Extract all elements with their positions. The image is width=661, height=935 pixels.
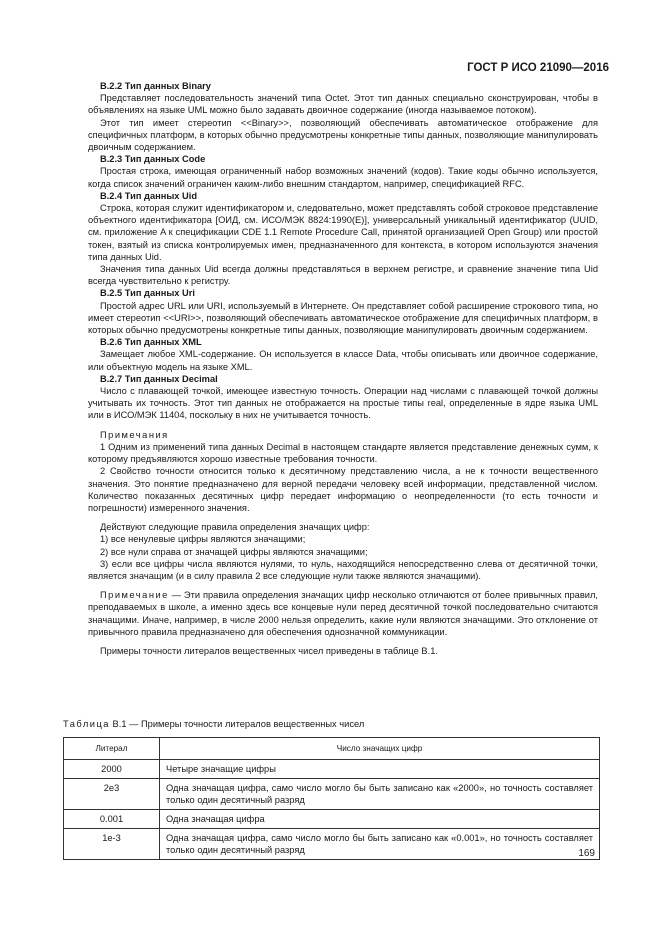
note-label: Примечание (100, 590, 169, 601)
table-caption-text: B.1 — Примеры точности литералов вещественных чисел (112, 719, 365, 729)
paragraph: Простая строка, имеющая ограниченный набор возможных значений (кодов). Такие коды обычно используется, когда список значений ограничен каким-либо внешним стандартом, например, спецификацией RFC. (88, 166, 598, 189)
paragraph: Строка, которая служит идентификатором и, следовательно, может представлять собой строковое представление объектного идентификатора [ОИД, см. ИСО/МЭК 8824:1990(E)], универсальный уникальный идентификатор (UUID, см. приложение A к спецификации CDE 1.1 Remote Procedure Call, принятой организацией Open Group) или простой токен, взятый из списка контролируемых имен, предназначенного для контекста, в котором используются значения типа данных Uid. (88, 203, 598, 262)
literal-cell: 0.001 (64, 810, 160, 829)
table-caption-label: Таблица (63, 719, 110, 729)
section-heading: B.2.5 Тип данных Uri (100, 288, 195, 299)
section-heading: B.2.2 Тип данных Binary (100, 81, 211, 91)
table-row (64, 829, 600, 860)
page-number: 169 (578, 848, 595, 859)
column-header-significant-digits: Число значащих цифр (160, 738, 600, 760)
paragraph: Число с плавающей точкой, имеющее известную точность. Операции над числами с плавающей точкой должны учитывать их точность. Этот тип данных не отображается на простые типы real, определенные в ядре языка UML или в ИСО/МЭК 11404, поскольку в них не учитывается точность. (88, 386, 598, 421)
table-row (64, 810, 600, 829)
paragraph: Этот тип имеет стереотип <<Binary>>, позволяющий обеспечивать автоматическое отображение для специфичных платформ, в которых обычно предусмотрены конкретные типы данных, позволяющие манипулировать двоичным содержанием. (88, 117, 598, 153)
rule-item: 2) все нули справа от значащей цифры являются значащими; (100, 546, 368, 557)
literal-cell: 2e3 (64, 779, 160, 810)
digits-cell: Одна значащая цифра (160, 810, 600, 829)
column-header-literal: Литерал (64, 738, 160, 760)
section-heading: B.2.3 Тип данных Code (100, 154, 206, 165)
note-paragraph (88, 589, 598, 638)
note-text: — Эти правила определения значащих цифр несколько отличаются от более привычных правил, преподаваемых в школе, а именно здесь все концевые нули перед десятичной точкой последовательно считаются значащими. Иначе, например, в числе 2000 нельзя определить, какие нули являются значащими. Это отклонение от привычного правила предназначено для обеспечения однозначной коммуникации. (88, 590, 598, 637)
literal-cell: 1e-3 (64, 829, 160, 860)
notes-title: Примечания (100, 429, 169, 440)
section-heading: B.2.7 Тип данных Decimal (100, 373, 218, 384)
section-heading: B.2.6 Тип данных XML (100, 337, 202, 348)
precision-table (63, 737, 600, 860)
section-heading: B.2.4 Тип данных Uid (100, 190, 198, 201)
table-caption (63, 719, 364, 729)
paragraph: Простой адрес URL или URI, используемый в Интернете. Он представляет собой расширение строкового типа, но имеет стереотип <<URI>>, позволяющий обеспечивать автоматическое отображение для специфичных платформ, в которых обычно предусмотрены конкретные типы данных, позволяющие манипулировать двоичным содержанием. (88, 300, 598, 336)
note-item: 1 Одним из применений типа данных Decimal в настоящем стандарте является представление денежных сумм, к которому предъявляются хорошо известные требования точности. (88, 441, 598, 465)
document-header: ГОСТ Р ИСО 21090—2016 (467, 62, 609, 74)
paragraph: Значения типа данных Uid всегда должны представляться в верхнем регистре, и сравнение значение типа Uid всегда чувствительно к регистру. (88, 264, 598, 287)
rules-intro: Действуют следующие правила определения значащих цифр: (100, 522, 370, 533)
paragraph: Представляет последовательность значений типа Octet. Этот тип данных специально сконструирован, чтобы в объявлениях на языке UML можно было задавать двоичное содержание (иногда называемое потоком). (88, 93, 598, 116)
rule-item: 3) если все цифры числа являются нулями, то нуль, находящийся непосредственно слева от десятичной точки, является значащим (и в силу правила 2 все следующие нули также являются значащими). (88, 558, 598, 581)
rule-item: 1) все ненулевые цифры являются значащими; (100, 534, 306, 545)
table-intro: Примеры точности литералов вещественных чисел приведены в таблице B.1. (100, 645, 438, 656)
table-header-row (64, 738, 600, 760)
body-text (88, 80, 598, 657)
table-row (64, 760, 600, 779)
table-row (64, 779, 600, 810)
note-item: 2 Свойство точности относится только к десятичному представлению числа, а не к точности вещественного значения. Это понятие предназначено для верной передачи человеку всей информации, представленной числом. Количество показанных десятичных цифр передает информацию о неопределенности (то есть точности и погрешности) измеренного значения. (88, 466, 598, 513)
digits-cell: Четыре значащие цифры (160, 760, 600, 779)
literal-cell: 2000 (64, 760, 160, 779)
paragraph: Замещает любое XML-содержание. Он используется в классе Data, чтобы описывать или двоичное содержание, или объектную модель на языке XML. (88, 349, 598, 372)
digits-cell: Одна значащая цифра, само число могло бы быть записано как «0.001», но точность составляет только один десятичный разряд (160, 829, 600, 860)
digits-cell: Одна значащая цифра, само число могло бы быть записано как «2000», но точность составляет только один десятичный разряд (160, 779, 600, 810)
